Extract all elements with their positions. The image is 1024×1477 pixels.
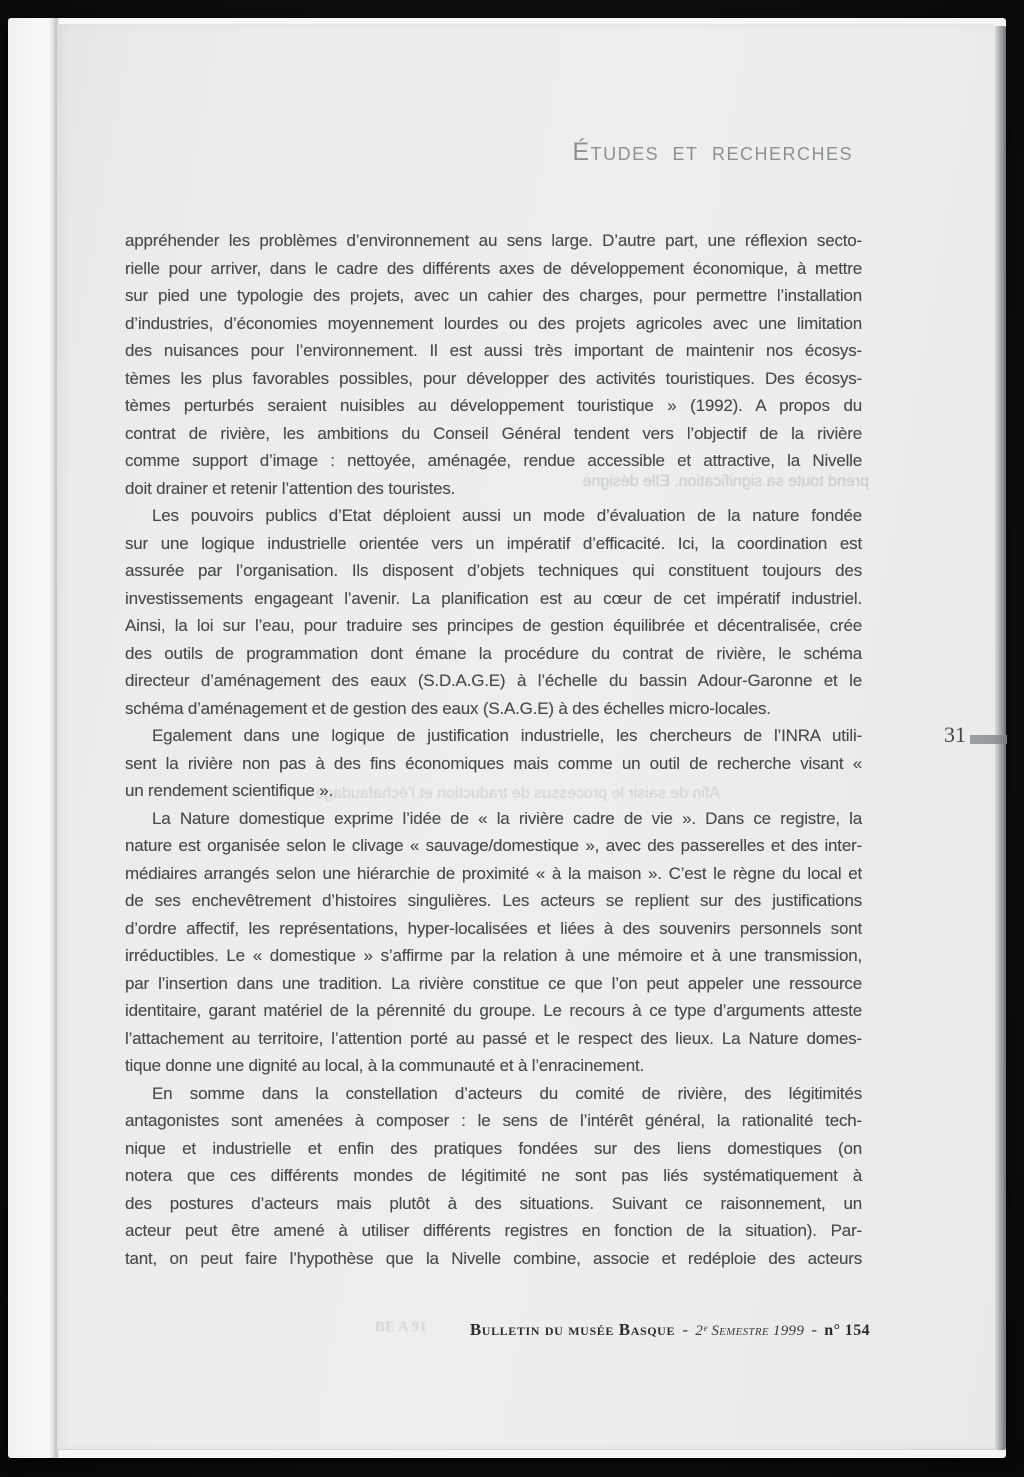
text-line: schéma d’aménagement et de gestion des eaux (S.A.G.E) à des échelles micro-locales. [125, 698, 771, 718]
text-line: acteur peut être amené à utiliser différents registres en fonction de la situation). Par- [125, 1221, 862, 1240]
text-line: Les pouvoirs publics d’Etat déploient aussi un mode d’évaluation de la nature fondée [152, 506, 862, 525]
page-number: 31 [944, 722, 966, 747]
footer-issue: 2ᵉ Semestre 1999 [695, 1323, 805, 1339]
text-line: sur pied une typologie des projets, avec un cahier des charges, pour permettre l’installation [125, 286, 862, 305]
text-line: de ses enchevêtrement d’histoires singulières. Les acteurs se replient sur des justifications [125, 891, 862, 910]
text-line: d’industries, d’économies moyennement lourdes ou des projets agricoles avec une limitation [125, 313, 862, 333]
text-line: des outils de programmation dont émane la procédure du contrat de rivière, le schéma [125, 643, 862, 663]
text-line: La Nature domestique exprime l’idée de « la rivière cadre de vie ». Dans ce registre, la [152, 808, 862, 828]
paragraph [125, 227, 862, 502]
text-line: des nuisances pour l’environnement. Il est aussi très important de maintenir nos écosys- [125, 341, 862, 360]
text-line: médiaires arrangés selon une hiérarchie de proximité « à la maison ». C’est le règne du local et [125, 863, 862, 883]
text-line: par l’insertion dans une tradition. La rivière constitue ce que l’on peut appeler une ressource [125, 973, 862, 993]
text-line: assurée par l’organisation. Ils disposent d’objets techniques qui constituent toujours des [125, 561, 862, 580]
page-number-bar [970, 735, 1007, 744]
text-line: tique donne une dignité au local, à la communauté et à l’enracinement. [125, 1056, 645, 1075]
footer-title: Bulletin du musée Basque [469, 1320, 676, 1339]
ghost-text: prend toute sa signification. Elle désigne [582, 473, 869, 490]
text-line: antagonistes sont amenées à composer : le sens de l’intérêt général, la rationalité tech- [125, 1111, 862, 1130]
paragraph [125, 805, 862, 1080]
text-line: notera que ces différents mondes de légitimité ne sont pas liés systématiquement à [125, 1166, 862, 1185]
text-line: directeur d’aménagement des eaux (S.D.A.G.E) à l’échelle du bassin Adour-Garonne et le [125, 671, 862, 690]
paragraph [125, 1080, 862, 1273]
text-line: un rendement scientifique ». [125, 781, 333, 800]
text-line: d’ordre affectif, les représentations, hyper-localisées et liées à des souvenirs personnels sont [125, 918, 862, 938]
footer-separator: - [811, 1320, 818, 1339]
text-line: investissements engageant l’avenir. La planification est au cœur de cet impératif industriel. [125, 588, 862, 608]
text-line: Ainsi, la loi sur l’eau, pour traduire ses principes de gestion équilibrée et décentralisée, crée [125, 616, 862, 635]
text-line: rielle pour arriver, dans le cadre des différents axes de développement économique, à mettre [125, 258, 862, 278]
ghost-text: Afin de saisir le processus de traduction et l’échafaudage [315, 785, 720, 802]
text-line: tèmes perturbés seraient nuisibles au développement touristique » (1992). A propos du [125, 396, 862, 415]
text-line: sent la rivière non pas à des fins économiques mais comme un outil de recherche visant « [125, 753, 862, 773]
text-line: irréductibles. Le « domestique » s’affirme par la relation à une mémoire et à une transmission, [125, 946, 862, 965]
footer-number: n° 154 [824, 1322, 870, 1339]
body-text-block [125, 227, 862, 1272]
text-line: tèmes les plus favorables possibles, pour développer des activités touristiques. Des écosys- [125, 368, 862, 388]
text-line: doit drainer et retenir l’attention des touristes. [125, 478, 456, 498]
text-line: nature est organisée selon le clivage « sauvage/domestique », avec des passerelles et des inter- [125, 836, 862, 855]
text-line: contrat de rivière, les ambitions du Conseil Général tendent vers l’objectif de la rivière [125, 423, 862, 443]
text-line: appréhender les problèmes d’environnement au sens large. D’autre part, une réflexion secto- [125, 231, 862, 250]
text-line: identitaire, garant matériel de la pérennité du groupe. Le recours à ce type d’arguments atteste [125, 1001, 862, 1020]
text-line: tant, on peut faire l’hypothèse que la Nivelle combine, associe et redéploie des acteurs [125, 1248, 862, 1268]
text-line: l’attachement au territoire, l’attention porté au passé et le respect des lieux. La Nature domes- [125, 1028, 862, 1048]
text-line: nique et industrielle et enfin des pratiques fondées sur des liens domestiques (on [125, 1138, 862, 1158]
text-line: comme support d’image : nettoyée, aménagée, rendue accessible et attractive, la Nivelle [125, 451, 862, 470]
text-line: Egalement dans une logique de justification industrielle, les chercheurs de l’INRA utili- [152, 726, 862, 745]
page [57, 24, 995, 1450]
paragraph [125, 502, 862, 722]
text-line: des postures d’acteurs mais plutôt à des situations. Suivant ce raisonnement, un [125, 1193, 862, 1213]
text-line: En somme dans la constellation d’acteurs du comité de rivière, des légitimités [152, 1083, 862, 1103]
text-line: sur une logique industrielle orientée vers un impératif d’efficacité. Ici, la coordination est [125, 533, 862, 553]
ghost-text: BE A 91 [375, 1319, 427, 1335]
paragraph [125, 722, 862, 805]
footer-separator: - [682, 1320, 688, 1339]
running-header: Études et recherches [572, 138, 853, 166]
footer [470, 1318, 870, 1342]
